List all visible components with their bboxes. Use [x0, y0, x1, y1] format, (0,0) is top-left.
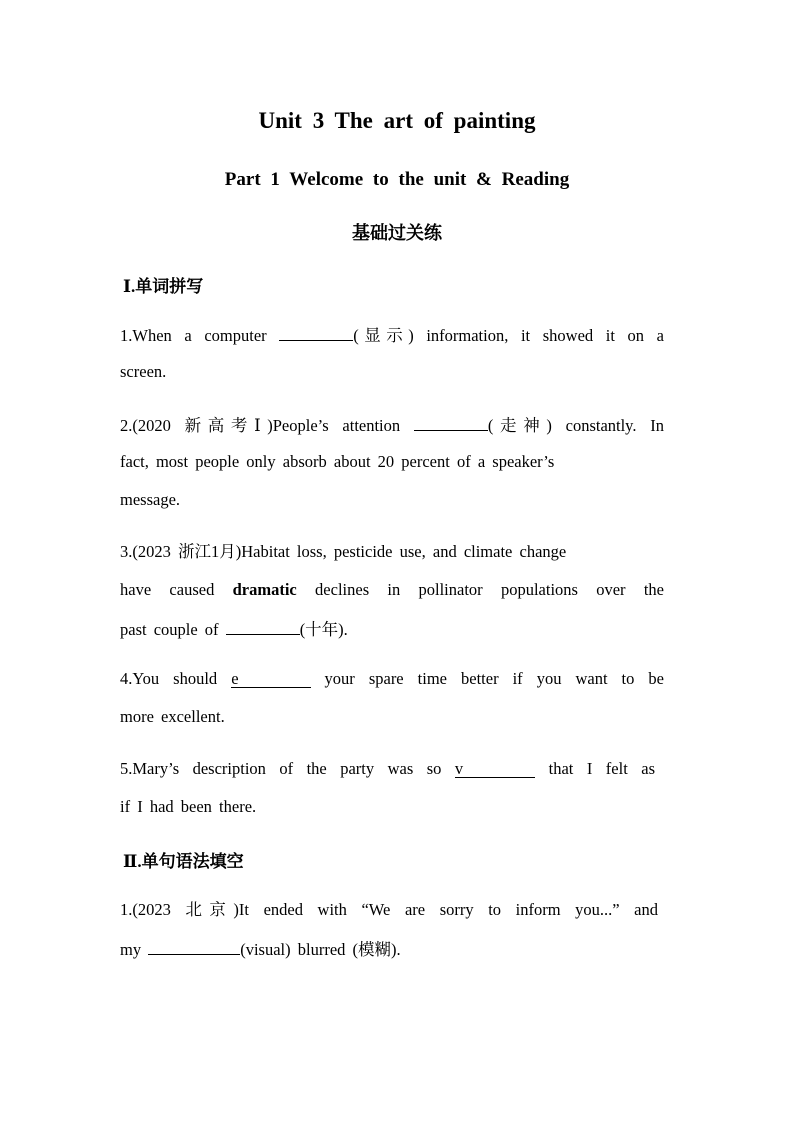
question-1-text-a: 1.When a computer — [120, 326, 280, 345]
question-4-text-b: your spare time better if you want to be — [310, 669, 664, 688]
question-3-text-d: (十年). — [299, 620, 348, 639]
exercise-subtitle: 基础过关练 — [352, 223, 442, 243]
question-1-line-2: screen. — [120, 362, 167, 381]
keyword-bold: dramatic — [232, 580, 297, 599]
answer-blank[interactable] — [231, 671, 310, 688]
question-3-line-1: 3.(2023 浙江1月)Habitat loss, pesticide use, and climate change — [120, 542, 567, 561]
part-title: Part 1 Welcome to the unit & Reading — [224, 169, 570, 190]
question-5-line-2: if I had been there. — [120, 797, 257, 816]
answer-blank[interactable] — [226, 618, 300, 635]
question-5-text-b: that I felt as — [535, 759, 656, 778]
question-4-line-1 — [120, 669, 664, 689]
first-letter-hint: e — [231, 669, 239, 688]
question-3-text-c: past couple of — [120, 620, 226, 639]
question-5-text-a: 5.Mary’s description of the party was so — [120, 759, 455, 778]
question-2-text-a: 2.(2020 新高考Ⅰ)People’s attention — [120, 416, 414, 435]
first-letter-hint: v — [454, 759, 464, 778]
unit-title: Unit 3 The art of painting — [258, 108, 536, 133]
section-heading-spelling: Ⅰ.单词拼写 — [123, 277, 204, 296]
question-2-line-2: fact, most people only absorb about 20 percent of a speaker’s — [120, 452, 555, 471]
question-3-line-2 — [120, 580, 664, 600]
answer-blank[interactable] — [455, 761, 535, 778]
question-4-line-2: more excellent. — [120, 707, 225, 726]
question-2-line-1 — [120, 414, 664, 436]
question-3-text-a: have caused — [120, 580, 233, 599]
question-2-text-b: (走神) constantly. In — [487, 416, 665, 435]
question-5-line-1 — [120, 759, 655, 779]
answer-blank[interactable] — [279, 324, 353, 341]
question-3-text-b: declines in pollinator populations over the — [296, 580, 664, 599]
question-1-line-1 — [120, 324, 664, 346]
grammar-question-1-line-1: 1.(2023 北京)It ended with “We are sorry to inform you...” and — [120, 900, 658, 919]
section-heading-grammar: Ⅱ.单句语法填空 — [123, 852, 244, 871]
grammar-question-1-line-2 — [120, 938, 664, 960]
question-1-text-b: (显示) information, it showed it on a — [353, 326, 664, 345]
answer-blank[interactable] — [148, 938, 240, 955]
question-4-text-a: 4.You should — [120, 669, 232, 688]
question-3-line-3 — [120, 618, 664, 640]
grammar-question-1-text-a: my — [120, 940, 149, 959]
grammar-question-1-text-b: (visual) blurred (模糊). — [240, 940, 401, 959]
question-2-line-3: message. — [120, 490, 181, 509]
answer-blank[interactable] — [414, 414, 488, 431]
